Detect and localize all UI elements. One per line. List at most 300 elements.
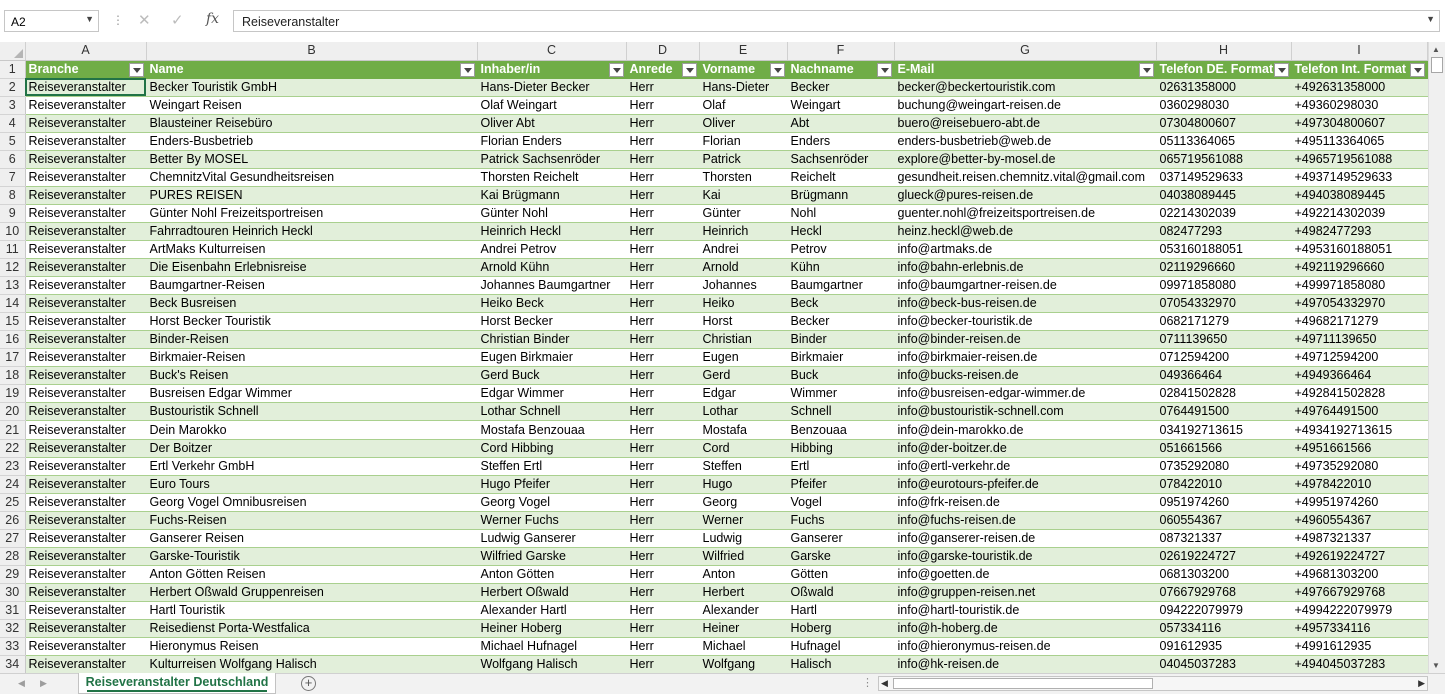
- cell[interactable]: info@fuchs-reisen.de: [894, 511, 1156, 529]
- cell[interactable]: Edgar: [699, 385, 787, 403]
- column-header-h[interactable]: H: [1156, 42, 1291, 60]
- cell[interactable]: Kai Brügmann: [477, 186, 626, 204]
- cell[interactable]: info@hieronymus-reisen.de: [894, 638, 1156, 656]
- cell[interactable]: Günter Nohl: [477, 204, 626, 222]
- cell[interactable]: 094222079979: [1156, 601, 1291, 619]
- cell[interactable]: Michael Hufnagel: [477, 638, 626, 656]
- cell[interactable]: 057334116: [1156, 620, 1291, 638]
- cell[interactable]: +4953160188051: [1291, 241, 1427, 259]
- scroll-up-icon[interactable]: ▲: [1432, 45, 1440, 54]
- cell[interactable]: Wolfgang Halisch: [477, 656, 626, 674]
- row-header[interactable]: 26: [0, 511, 25, 529]
- cell[interactable]: Alexander Hartl: [477, 601, 626, 619]
- cell[interactable]: Reiseveranstalter: [25, 421, 146, 439]
- cell[interactable]: Blausteiner Reisebüro: [146, 114, 477, 132]
- cell[interactable]: +49951974260: [1291, 493, 1427, 511]
- cell[interactable]: Bustouristik Schnell: [146, 403, 477, 421]
- cell[interactable]: Horst: [699, 313, 787, 331]
- scroll-right-icon[interactable]: ▶: [1418, 678, 1425, 688]
- cell[interactable]: Hoberg: [787, 620, 894, 638]
- column-header-c[interactable]: C: [477, 42, 626, 60]
- cell[interactable]: Patrick: [699, 150, 787, 168]
- row-header[interactable]: 4: [0, 114, 25, 132]
- cell[interactable]: Herr: [626, 565, 699, 583]
- cell[interactable]: Herr: [626, 601, 699, 619]
- row-header[interactable]: 17: [0, 349, 25, 367]
- cell[interactable]: info@gruppen-reisen.net: [894, 583, 1156, 601]
- cell[interactable]: 0764491500: [1156, 403, 1291, 421]
- cell[interactable]: Heiko: [699, 295, 787, 313]
- cell[interactable]: Ludwig Ganserer: [477, 529, 626, 547]
- cell[interactable]: Reiseveranstalter: [25, 150, 146, 168]
- cell[interactable]: Cord Hibbing: [477, 439, 626, 457]
- row-header[interactable]: 22: [0, 439, 25, 457]
- cell[interactable]: Olaf Weingart: [477, 96, 626, 114]
- cell[interactable]: +492631358000: [1291, 78, 1427, 96]
- row-header[interactable]: 20: [0, 403, 25, 421]
- cell[interactable]: +49682171279: [1291, 313, 1427, 331]
- cell[interactable]: Kai: [699, 186, 787, 204]
- cell[interactable]: info@busreisen-edgar-wimmer.de: [894, 385, 1156, 403]
- row-header[interactable]: 32: [0, 620, 25, 638]
- cell[interactable]: Weingart Reisen: [146, 96, 477, 114]
- cell[interactable]: info@hartl-touristik.de: [894, 601, 1156, 619]
- row-header[interactable]: 7: [0, 168, 25, 186]
- header-cell[interactable]: [477, 60, 626, 78]
- column-header-f[interactable]: F: [787, 42, 894, 60]
- cell[interactable]: Eugen Birkmaier: [477, 349, 626, 367]
- cell[interactable]: 04038089445: [1156, 186, 1291, 204]
- cell[interactable]: Petrov: [787, 241, 894, 259]
- row-header[interactable]: 28: [0, 547, 25, 565]
- cell[interactable]: +4957334116: [1291, 620, 1427, 638]
- prev-sheet-icon[interactable]: ◀: [18, 678, 25, 688]
- close-icon[interactable]: ✕: [138, 12, 151, 29]
- cell[interactable]: Ganserer: [787, 529, 894, 547]
- column-header-b[interactable]: B: [146, 42, 477, 60]
- cell[interactable]: Christian Binder: [477, 331, 626, 349]
- cell[interactable]: Better By MOSEL: [146, 150, 477, 168]
- header-cell[interactable]: [626, 60, 699, 78]
- cell[interactable]: ChemnitzVital Gesundheitsreisen: [146, 168, 477, 186]
- cell[interactable]: Herr: [626, 331, 699, 349]
- cell[interactable]: Becker: [787, 78, 894, 96]
- row-header[interactable]: 31: [0, 601, 25, 619]
- cell[interactable]: Hartl: [787, 601, 894, 619]
- cell[interactable]: Herbert Oßwald Gruppenreisen: [146, 583, 477, 601]
- cell[interactable]: Dein Marokko: [146, 421, 477, 439]
- cell[interactable]: heinz.heckl@web.de: [894, 222, 1156, 240]
- row-header[interactable]: 13: [0, 277, 25, 295]
- cell[interactable]: 02619224727: [1156, 547, 1291, 565]
- cell[interactable]: info@goetten.de: [894, 565, 1156, 583]
- filter-dropdown-icon[interactable]: [129, 63, 144, 77]
- cell[interactable]: Buck's Reisen: [146, 367, 477, 385]
- cell[interactable]: Beck Busreisen: [146, 295, 477, 313]
- cell[interactable]: Werner: [699, 511, 787, 529]
- row-header[interactable]: 16: [0, 331, 25, 349]
- cell[interactable]: 0951974260: [1156, 493, 1291, 511]
- cell[interactable]: Herr: [626, 96, 699, 114]
- cell[interactable]: Reiseveranstalter: [25, 367, 146, 385]
- cell[interactable]: Herr: [626, 367, 699, 385]
- cell[interactable]: +4978422010: [1291, 475, 1427, 493]
- name-box[interactable]: [4, 10, 99, 32]
- row-header[interactable]: 9: [0, 204, 25, 222]
- cell[interactable]: Busreisen Edgar Wimmer: [146, 385, 477, 403]
- cell[interactable]: gesundheit.reisen.chemnitz.vital@gmail.com: [894, 168, 1156, 186]
- cell[interactable]: Reiseveranstalter: [25, 313, 146, 331]
- row-header[interactable]: 18: [0, 367, 25, 385]
- cell[interactable]: Günter Nohl Freizeitsportreisen: [146, 204, 477, 222]
- cell[interactable]: glueck@pures-reisen.de: [894, 186, 1156, 204]
- cell[interactable]: Buck: [787, 367, 894, 385]
- cell[interactable]: Herr: [626, 403, 699, 421]
- cell[interactable]: 04045037283: [1156, 656, 1291, 674]
- cell[interactable]: 02214302039: [1156, 204, 1291, 222]
- cell[interactable]: +497667929768: [1291, 583, 1427, 601]
- cell[interactable]: Florian Enders: [477, 132, 626, 150]
- cell[interactable]: Baumgartner-Reisen: [146, 277, 477, 295]
- cell[interactable]: 034192713615: [1156, 421, 1291, 439]
- row-header[interactable]: 34: [0, 656, 25, 674]
- cell[interactable]: Edgar Wimmer: [477, 385, 626, 403]
- cell[interactable]: Georg Vogel Omnibusreisen: [146, 493, 477, 511]
- cell[interactable]: Kühn: [787, 259, 894, 277]
- cell[interactable]: Herr: [626, 620, 699, 638]
- header-cell[interactable]: [1291, 60, 1427, 78]
- cell[interactable]: +497054332970: [1291, 295, 1427, 313]
- cell[interactable]: Reiseveranstalter: [25, 241, 146, 259]
- cell[interactable]: +49712594200: [1291, 349, 1427, 367]
- cell[interactable]: info@der-boitzer.de: [894, 439, 1156, 457]
- cell[interactable]: Anton Götten: [477, 565, 626, 583]
- cell[interactable]: Vogel: [787, 493, 894, 511]
- row-header[interactable]: 21: [0, 421, 25, 439]
- cell[interactable]: Binder: [787, 331, 894, 349]
- row-header[interactable]: 30: [0, 583, 25, 601]
- cell[interactable]: Die Eisenbahn Erlebnisreise: [146, 259, 477, 277]
- cell[interactable]: Georg Vogel: [477, 493, 626, 511]
- cell[interactable]: Ertl: [787, 457, 894, 475]
- cell[interactable]: Horst Becker: [477, 313, 626, 331]
- cell[interactable]: +494045037283: [1291, 656, 1427, 674]
- vertical-scroll-thumb[interactable]: [1431, 57, 1443, 73]
- cell[interactable]: Herr: [626, 638, 699, 656]
- cell[interactable]: info@garske-touristik.de: [894, 547, 1156, 565]
- cell[interactable]: Lothar Schnell: [477, 403, 626, 421]
- cell[interactable]: Eugen: [699, 349, 787, 367]
- cell[interactable]: Herr: [626, 421, 699, 439]
- cell[interactable]: +492119296660: [1291, 259, 1427, 277]
- cell[interactable]: +4949366464: [1291, 367, 1427, 385]
- cell[interactable]: +4965719561088: [1291, 150, 1427, 168]
- filter-dropdown-icon[interactable]: [1410, 63, 1425, 77]
- filter-dropdown-icon[interactable]: [877, 63, 892, 77]
- cell[interactable]: Herr: [626, 114, 699, 132]
- cell[interactable]: Weingart: [787, 96, 894, 114]
- add-sheet-icon[interactable]: +: [301, 676, 316, 691]
- row-header[interactable]: 2: [0, 78, 25, 96]
- filter-dropdown-icon[interactable]: [682, 63, 697, 77]
- cell[interactable]: Wimmer: [787, 385, 894, 403]
- cell[interactable]: Reiseveranstalter: [25, 583, 146, 601]
- cell[interactable]: +4951661566: [1291, 439, 1427, 457]
- next-sheet-icon[interactable]: ▶: [40, 678, 47, 688]
- cell[interactable]: 082477293: [1156, 222, 1291, 240]
- cell[interactable]: 037149529633: [1156, 168, 1291, 186]
- cell[interactable]: Garske: [787, 547, 894, 565]
- row-header[interactable]: 10: [0, 222, 25, 240]
- sheet-tab[interactable]: Reiseveranstalter Deutschland: [78, 673, 276, 694]
- cell[interactable]: info@h-hoberg.de: [894, 620, 1156, 638]
- cell[interactable]: Reisedienst Porta-Westfalica: [146, 620, 477, 638]
- cell[interactable]: Arnold: [699, 259, 787, 277]
- row-header[interactable]: 12: [0, 259, 25, 277]
- cell[interactable]: Hans-Dieter Becker: [477, 78, 626, 96]
- cell[interactable]: Hufnagel: [787, 638, 894, 656]
- cell[interactable]: +494038089445: [1291, 186, 1427, 204]
- cell[interactable]: Hugo Pfeifer: [477, 475, 626, 493]
- header-cell[interactable]: [787, 60, 894, 78]
- cell[interactable]: Reiseveranstalter: [25, 403, 146, 421]
- cell[interactable]: Herr: [626, 168, 699, 186]
- cell[interactable]: Herr: [626, 511, 699, 529]
- cell[interactable]: info@dein-marokko.de: [894, 421, 1156, 439]
- cell[interactable]: info@ertl-verkehr.de: [894, 457, 1156, 475]
- cell[interactable]: Olaf: [699, 96, 787, 114]
- check-icon[interactable]: ✓: [171, 12, 184, 29]
- cell[interactable]: explore@better-by-mosel.de: [894, 150, 1156, 168]
- cell[interactable]: Mostafa: [699, 421, 787, 439]
- cell[interactable]: Reiseveranstalter: [25, 620, 146, 638]
- cell[interactable]: Herr: [626, 222, 699, 240]
- cell[interactable]: 0735292080: [1156, 457, 1291, 475]
- row-header[interactable]: 1: [0, 60, 25, 78]
- cell[interactable]: 051661566: [1156, 439, 1291, 457]
- cell[interactable]: Andrei Petrov: [477, 241, 626, 259]
- cell[interactable]: Steffen Ertl: [477, 457, 626, 475]
- cell[interactable]: Reiseveranstalter: [25, 529, 146, 547]
- cell[interactable]: +49360298030: [1291, 96, 1427, 114]
- cell[interactable]: Herr: [626, 204, 699, 222]
- cell[interactable]: Herr: [626, 493, 699, 511]
- cell[interactable]: 060554367: [1156, 511, 1291, 529]
- cell[interactable]: 049366464: [1156, 367, 1291, 385]
- cell[interactable]: 065719561088: [1156, 150, 1291, 168]
- cell[interactable]: +492214302039: [1291, 204, 1427, 222]
- cell[interactable]: Thorsten Reichelt: [477, 168, 626, 186]
- filter-dropdown-icon[interactable]: [1274, 63, 1289, 77]
- cell[interactable]: Horst Becker Touristik: [146, 313, 477, 331]
- cell[interactable]: Herr: [626, 241, 699, 259]
- cell[interactable]: Anton Götten Reisen: [146, 565, 477, 583]
- cell[interactable]: Steffen: [699, 457, 787, 475]
- scroll-left-icon[interactable]: ◀: [881, 678, 888, 688]
- cell[interactable]: Hans-Dieter: [699, 78, 787, 96]
- cell[interactable]: Wolfgang: [699, 656, 787, 674]
- cell[interactable]: Johannes: [699, 277, 787, 295]
- cell[interactable]: Reiseveranstalter: [25, 475, 146, 493]
- horizontal-scroll-thumb[interactable]: [893, 678, 1153, 689]
- cell[interactable]: Herr: [626, 186, 699, 204]
- cell[interactable]: Reiseveranstalter: [25, 638, 146, 656]
- cell[interactable]: +4991612935: [1291, 638, 1427, 656]
- cell[interactable]: Patrick Sachsenröder: [477, 150, 626, 168]
- row-header[interactable]: 3: [0, 96, 25, 114]
- cell[interactable]: Andrei: [699, 241, 787, 259]
- cell[interactable]: Der Boitzer: [146, 439, 477, 457]
- cell[interactable]: Birkmaier: [787, 349, 894, 367]
- row-header[interactable]: 19: [0, 385, 25, 403]
- cell[interactable]: Heinrich Heckl: [477, 222, 626, 240]
- header-cell[interactable]: [1156, 60, 1291, 78]
- cell[interactable]: Herr: [626, 78, 699, 96]
- cell[interactable]: Herbert Oßwald: [477, 583, 626, 601]
- column-header-i[interactable]: I: [1291, 42, 1427, 60]
- cell[interactable]: Wilfried: [699, 547, 787, 565]
- header-cell[interactable]: [146, 60, 477, 78]
- cell[interactable]: Wilfried Garske: [477, 547, 626, 565]
- cell[interactable]: info@frk-reisen.de: [894, 493, 1156, 511]
- cell[interactable]: Georg: [699, 493, 787, 511]
- chevron-down-icon[interactable]: ▼: [85, 14, 94, 24]
- header-cell[interactable]: [699, 60, 787, 78]
- formula-input[interactable]: [233, 10, 1440, 32]
- cell[interactable]: ArtMaks Kulturreisen: [146, 241, 477, 259]
- cell[interactable]: 0681303200: [1156, 565, 1291, 583]
- cell[interactable]: Hibbing: [787, 439, 894, 457]
- cell[interactable]: Becker Touristik GmbH: [146, 78, 477, 96]
- cell[interactable]: Reiseveranstalter: [25, 493, 146, 511]
- cell[interactable]: 0682171279: [1156, 313, 1291, 331]
- cell[interactable]: Fuchs-Reisen: [146, 511, 477, 529]
- cell[interactable]: Binder-Reisen: [146, 331, 477, 349]
- drag-handle-icon[interactable]: ⋮: [112, 13, 123, 27]
- cell[interactable]: Sachsenröder: [787, 150, 894, 168]
- cell[interactable]: Ganserer Reisen: [146, 529, 477, 547]
- cell[interactable]: Reiseveranstalter: [25, 656, 146, 674]
- cell[interactable]: Herr: [626, 583, 699, 601]
- cell[interactable]: +492841502828: [1291, 385, 1427, 403]
- cell[interactable]: Abt: [787, 114, 894, 132]
- cell[interactable]: Heiko Beck: [477, 295, 626, 313]
- cell[interactable]: Herr: [626, 150, 699, 168]
- cell[interactable]: 053160188051: [1156, 241, 1291, 259]
- cell[interactable]: Fahrradtouren Heinrich Heckl: [146, 222, 477, 240]
- filter-dropdown-icon[interactable]: [770, 63, 785, 77]
- cell[interactable]: Anton: [699, 565, 787, 583]
- row-header[interactable]: 33: [0, 638, 25, 656]
- cell[interactable]: Reiseveranstalter: [25, 385, 146, 403]
- cell[interactable]: Reiseveranstalter: [25, 222, 146, 240]
- cell[interactable]: PURES REISEN: [146, 186, 477, 204]
- cell[interactable]: info@bustouristik-schnell.com: [894, 403, 1156, 421]
- cell[interactable]: +49681303200: [1291, 565, 1427, 583]
- cell[interactable]: 02119296660: [1156, 259, 1291, 277]
- cell[interactable]: 07304800607: [1156, 114, 1291, 132]
- cell[interactable]: Reiseveranstalter: [25, 457, 146, 475]
- cell[interactable]: Hugo: [699, 475, 787, 493]
- header-cell[interactable]: [894, 60, 1156, 78]
- cell[interactable]: Johannes Baumgartner: [477, 277, 626, 295]
- cell[interactable]: +4987321337: [1291, 529, 1427, 547]
- cell[interactable]: Herr: [626, 132, 699, 150]
- row-header[interactable]: 8: [0, 186, 25, 204]
- column-header-g[interactable]: G: [894, 42, 1156, 60]
- column-header-e[interactable]: E: [699, 42, 787, 60]
- cell[interactable]: Reiseveranstalter: [25, 295, 146, 313]
- cell[interactable]: Herr: [626, 475, 699, 493]
- cell[interactable]: Alexander: [699, 601, 787, 619]
- cell[interactable]: Reiseveranstalter: [25, 601, 146, 619]
- cell[interactable]: Reiseveranstalter: [25, 186, 146, 204]
- cell[interactable]: buero@reisebuero-abt.de: [894, 114, 1156, 132]
- cell[interactable]: Reiseveranstalter: [25, 259, 146, 277]
- cell[interactable]: Oliver: [699, 114, 787, 132]
- cell[interactable]: becker@beckertouristik.com: [894, 78, 1156, 96]
- cell[interactable]: +4934192713615: [1291, 421, 1427, 439]
- cell[interactable]: Heiner: [699, 620, 787, 638]
- cell[interactable]: guenter.nohl@freizeitsportreisen.de: [894, 204, 1156, 222]
- cell[interactable]: +4960554367: [1291, 511, 1427, 529]
- fx-icon[interactable]: fx: [206, 11, 220, 27]
- cell[interactable]: Herr: [626, 529, 699, 547]
- cell[interactable]: info@binder-reisen.de: [894, 331, 1156, 349]
- cell[interactable]: Günter: [699, 204, 787, 222]
- header-cell[interactable]: [25, 60, 146, 78]
- cell[interactable]: Enders-Busbetrieb: [146, 132, 477, 150]
- cell[interactable]: Reiseveranstalter: [25, 349, 146, 367]
- cell[interactable]: Kulturreisen Wolfgang Halisch: [146, 656, 477, 674]
- cell[interactable]: Herr: [626, 295, 699, 313]
- cell[interactable]: Reichelt: [787, 168, 894, 186]
- cell[interactable]: Enders: [787, 132, 894, 150]
- cell[interactable]: Michael: [699, 638, 787, 656]
- split-handle-icon[interactable]: ⋮: [862, 677, 872, 689]
- cell[interactable]: +4937149529633: [1291, 168, 1427, 186]
- cell[interactable]: info@hk-reisen.de: [894, 656, 1156, 674]
- cell[interactable]: Herr: [626, 349, 699, 367]
- cell[interactable]: Pfeifer: [787, 475, 894, 493]
- cell[interactable]: Ertl Verkehr GmbH: [146, 457, 477, 475]
- cell[interactable]: Ludwig: [699, 529, 787, 547]
- cell[interactable]: Reiseveranstalter: [25, 511, 146, 529]
- cell[interactable]: +49711139650: [1291, 331, 1427, 349]
- cell[interactable]: info@becker-touristik.de: [894, 313, 1156, 331]
- cell[interactable]: Reiseveranstalter: [25, 168, 146, 186]
- cell[interactable]: info@eurotours-pfeifer.de: [894, 475, 1156, 493]
- cell[interactable]: Nohl: [787, 204, 894, 222]
- cell[interactable]: 091612935: [1156, 638, 1291, 656]
- cell[interactable]: Arnold Kühn: [477, 259, 626, 277]
- row-header[interactable]: 25: [0, 493, 25, 511]
- cell[interactable]: 02631358000: [1156, 78, 1291, 96]
- cell[interactable]: 078422010: [1156, 475, 1291, 493]
- row-header[interactable]: 23: [0, 457, 25, 475]
- cell[interactable]: Heiner Hoberg: [477, 620, 626, 638]
- cell[interactable]: enders-busbetrieb@web.de: [894, 132, 1156, 150]
- cell[interactable]: Herbert: [699, 583, 787, 601]
- cell[interactable]: 0712594200: [1156, 349, 1291, 367]
- cell[interactable]: Cord: [699, 439, 787, 457]
- vertical-scrollbar[interactable]: [1428, 42, 1445, 673]
- cell[interactable]: Reiseveranstalter: [25, 331, 146, 349]
- cell[interactable]: Herr: [626, 259, 699, 277]
- cell[interactable]: Becker: [787, 313, 894, 331]
- cell[interactable]: 07667929768: [1156, 583, 1291, 601]
- cell[interactable]: Gerd Buck: [477, 367, 626, 385]
